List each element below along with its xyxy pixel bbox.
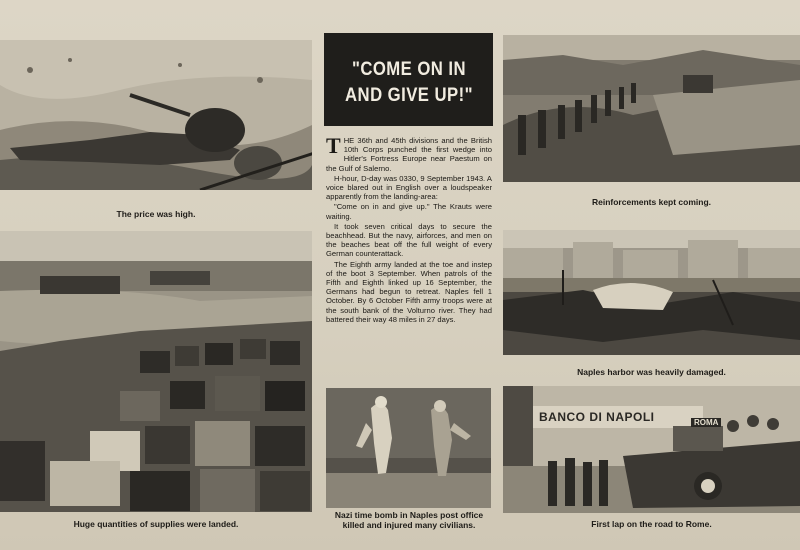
headline: "COME ON IN AND GIVE UP!"	[345, 59, 473, 106]
caption-price: The price was high.	[116, 209, 196, 219]
photo-time-bomb	[326, 388, 491, 508]
article-body	[326, 133, 492, 325]
photo-road-to-rome	[503, 386, 800, 513]
sign-banco-di-napoli: BANCO DI NAPOLI	[539, 410, 655, 424]
article-paragraph: THE 36th and 45th divisions and the British 10th Corps punched the first wedge into Hitler's Fortress Europe near Paestum on the Gulf of Salerno.	[326, 133, 492, 173]
article-paragraph: H-hour, D-day was 0330, 9 September 1943. A voice blared out in English over a loudspeaker apparently from the landing-area:	[326, 173, 492, 202]
photo-supplies-beach	[0, 231, 312, 512]
caption-harbor: Naples harbor was heavily damaged.	[577, 367, 726, 377]
caption-supplies: Huge quantities of supplies were landed.	[73, 519, 239, 529]
caption-rome: First lap on the road to Rome.	[591, 519, 712, 529]
dropcap: T	[326, 133, 341, 158]
article-paragraph: "Come on in and give up." The Krauts were waiting.	[326, 202, 492, 221]
caption-reinforcements: Reinforcements kept coming.	[591, 197, 712, 207]
caption-timebomb: Nazi time bomb in Naples post office killed and injured many civilians.	[334, 510, 484, 530]
photo-naples-harbor	[503, 230, 800, 355]
truck-sign-roma: ROMA	[691, 418, 721, 427]
headline-box	[324, 33, 493, 126]
article-paragraph: The Eighth army landed at the toe and instep of the boot 3 September. When patrols of the Fifth and Eighth linked up 16 September, the Germans had begun to retreat. Naples fell 1 October. By 6 October Fifth army troops were at the south bank of the Volturno river. They had battered their way 48 miles in 27 days.	[326, 259, 492, 324]
photo-fallen-soldier	[0, 40, 312, 190]
article-paragraph: It took seven critical days to secure the beachhead. But the navy, airforces, and men on the beaches beat off the full weight of every German counterattack.	[326, 221, 492, 259]
photo-reinforcements	[503, 35, 800, 182]
